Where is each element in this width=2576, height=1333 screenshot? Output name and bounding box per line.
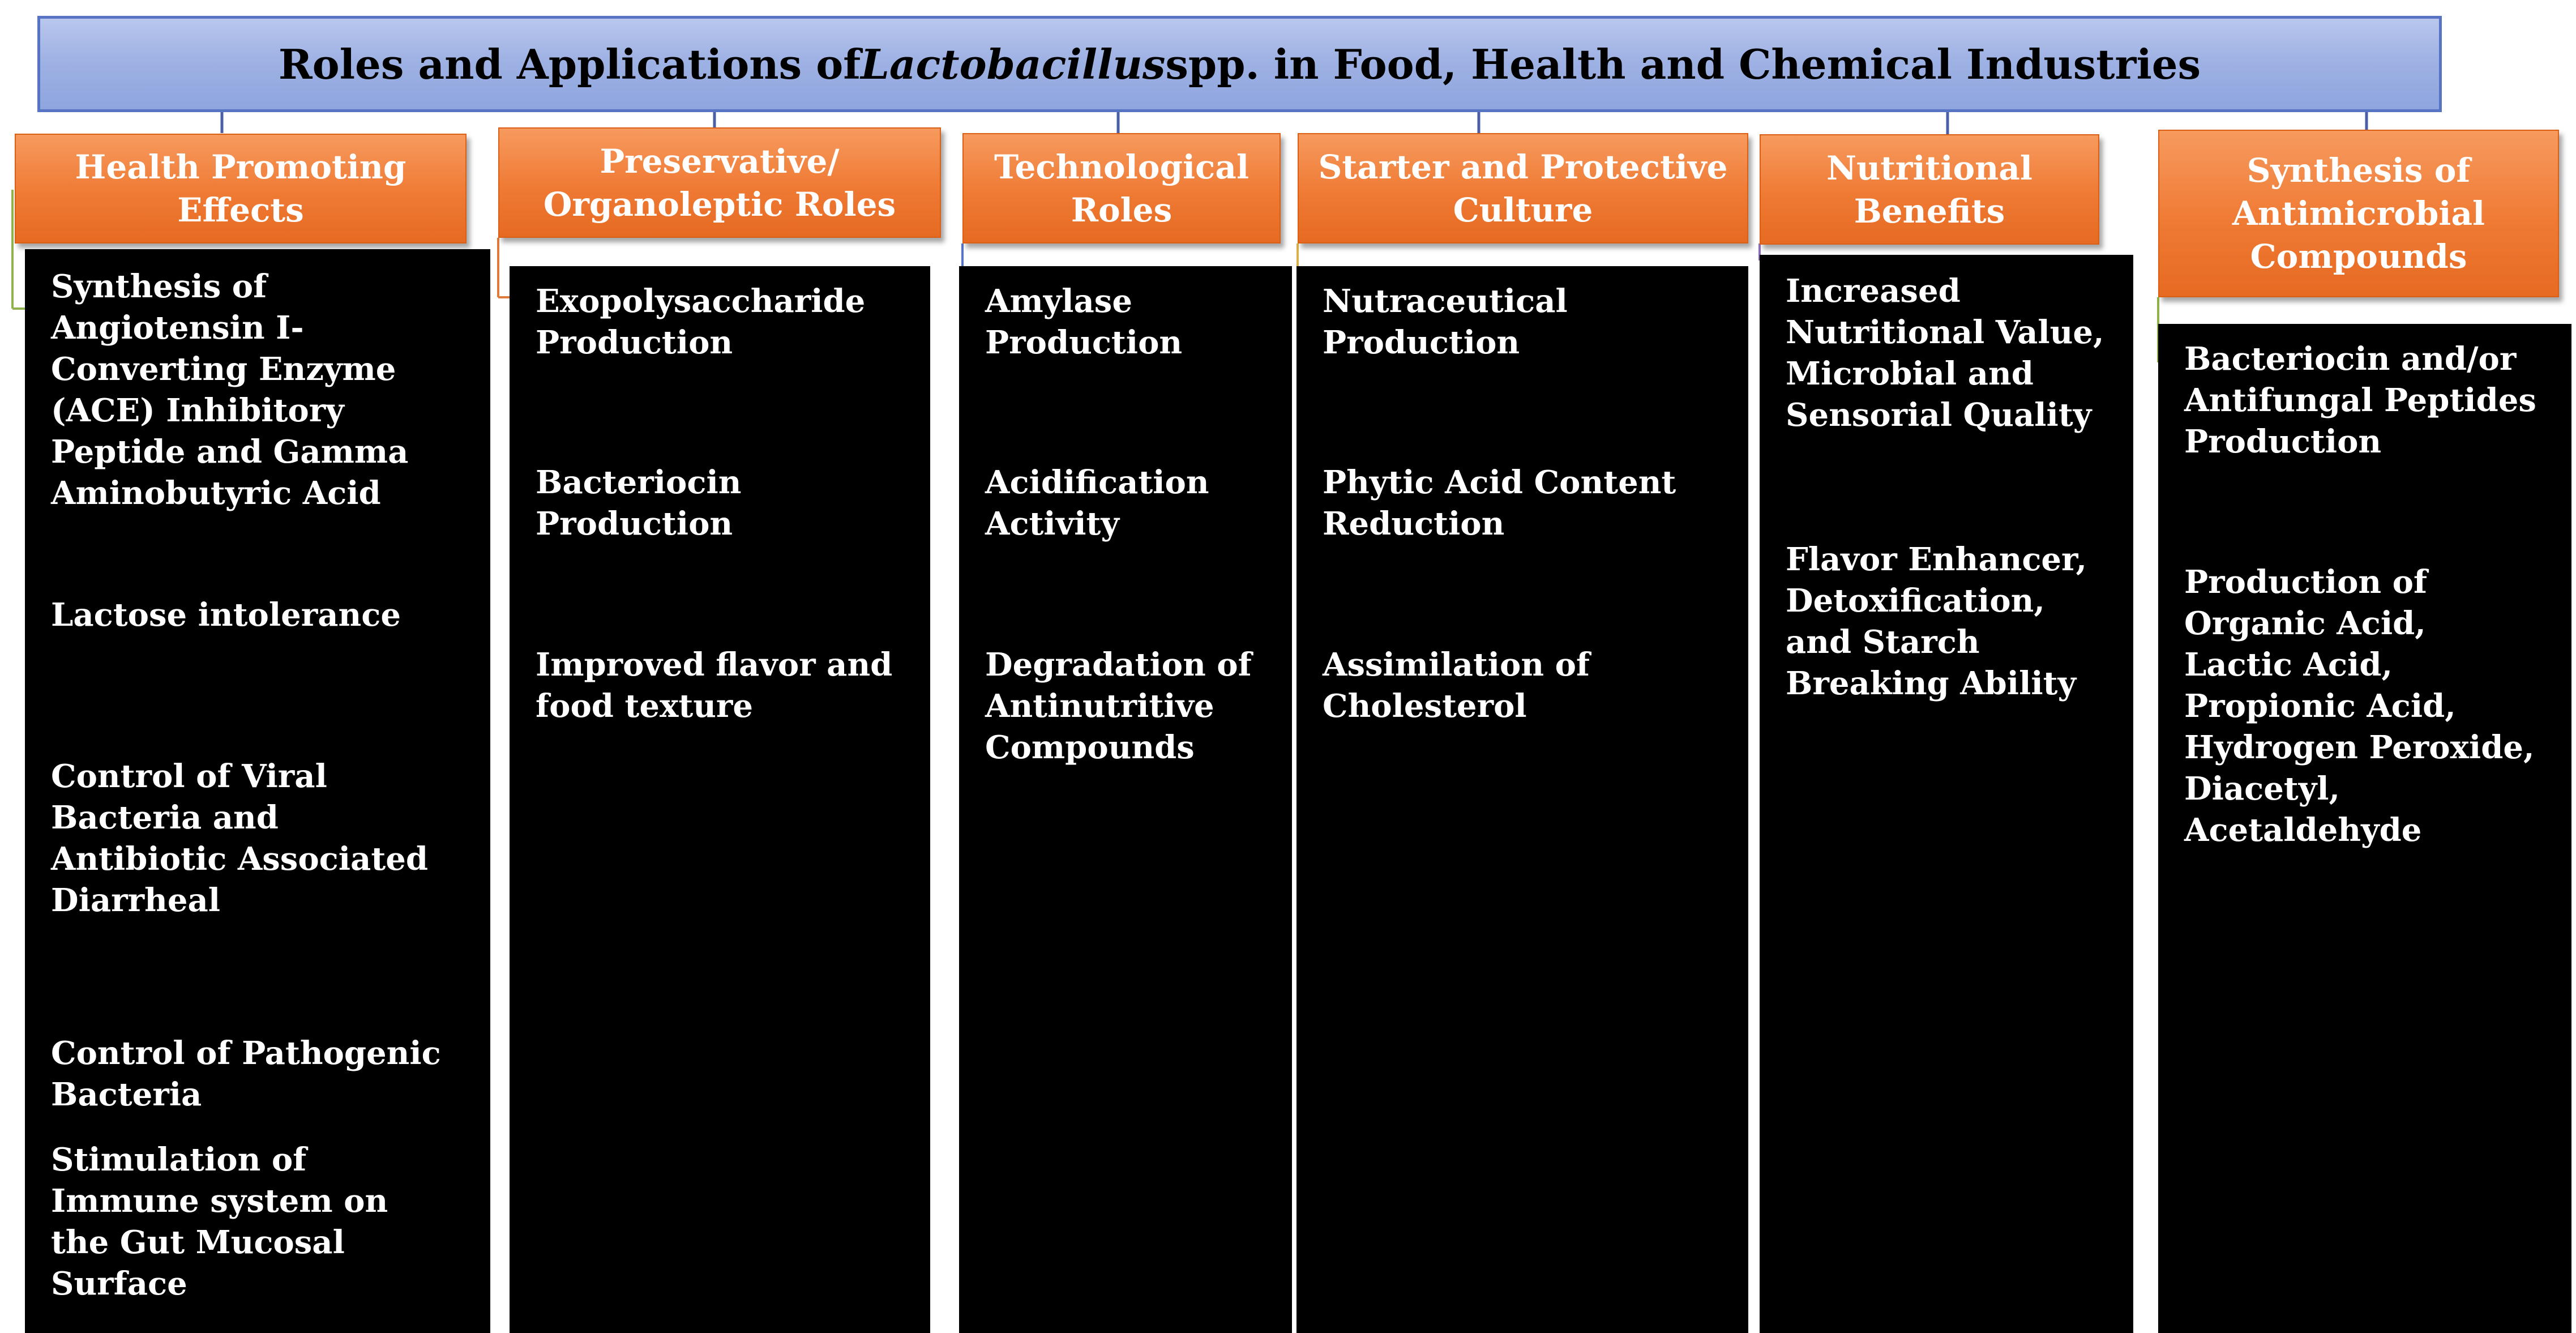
list-item: Bacteriocin Production — [536, 464, 742, 542]
list-item: Flavor Enhancer, Detoxification, and Starch Breaking Ability — [1786, 541, 2087, 702]
column-body-health-promoting — [25, 249, 490, 1333]
column-body-technological — [959, 266, 1292, 1333]
list-item: Assimilation of Cholesterol — [1323, 646, 1590, 725]
column-header-preservative-organoleptic: Preservative/ Organoleptic Roles — [498, 127, 941, 238]
column-body-starter-protective — [1296, 266, 1748, 1333]
list-item: Increased Nutritional Value, Microbial and Sensorial Quality — [1786, 272, 2104, 434]
list-item: Production of Organic Acid, Lactic Acid, Propionic Acid, Hydrogen Peroxide, Diacetyl, Acetaldehyde — [2184, 563, 2535, 849]
list-item: Improved flavor and food texture — [536, 646, 893, 725]
list-item: Bacteriocin and/or Antifungal Peptides Production — [2184, 340, 2536, 460]
list-item: Phytic Acid Content Reduction — [1323, 464, 1676, 542]
list-item: Nutraceutical Production — [1323, 283, 1568, 361]
list-item: Synthesis of Angiotensin I- Converting Enzyme (ACE) Inhibitory Peptide and Gamma Aminobutyric Acid — [51, 268, 409, 512]
column-body-antimicrobial — [2158, 324, 2571, 1333]
list-item: Control of Viral Bacteria and Antibiotic Associated Diarrheal — [51, 758, 428, 919]
list-item: Exopolysaccharide Production — [536, 283, 866, 361]
diagram-title — [37, 16, 2442, 112]
column-body-nutritional — [1760, 255, 2133, 1333]
list-item: Lactose intolerance — [51, 596, 401, 634]
column-header-nutritional: Nutritional Benefits — [1760, 134, 2099, 245]
title-genus-italic: Lactobacillus — [861, 40, 1166, 88]
list-item: Amylase Production — [985, 283, 1183, 361]
list-item: Acidification Activity — [985, 464, 1209, 542]
list-item: Stimulation of Immune system on the Gut Mucosal Surface — [51, 1141, 388, 1302]
column-header-health-promoting: Health Promoting Effects — [15, 134, 467, 243]
column-header-starter-protective: Starter and Protective Culture — [1298, 133, 1748, 243]
title-text-before: Roles and Applications of — [278, 40, 861, 88]
list-item: Control of Pathogenic Bacteria — [51, 1035, 441, 1113]
column-header-technological: Technological Roles — [962, 133, 1281, 243]
column-header-antimicrobial: Synthesis of Antimicrobial Compounds — [2158, 130, 2559, 297]
title-text-after: spp. in Food, Health and Chemical Industries — [1165, 40, 2201, 88]
column-body-preservative-organoleptic — [510, 266, 930, 1333]
list-item: Degradation of Antinutritive Compounds — [985, 646, 1252, 766]
